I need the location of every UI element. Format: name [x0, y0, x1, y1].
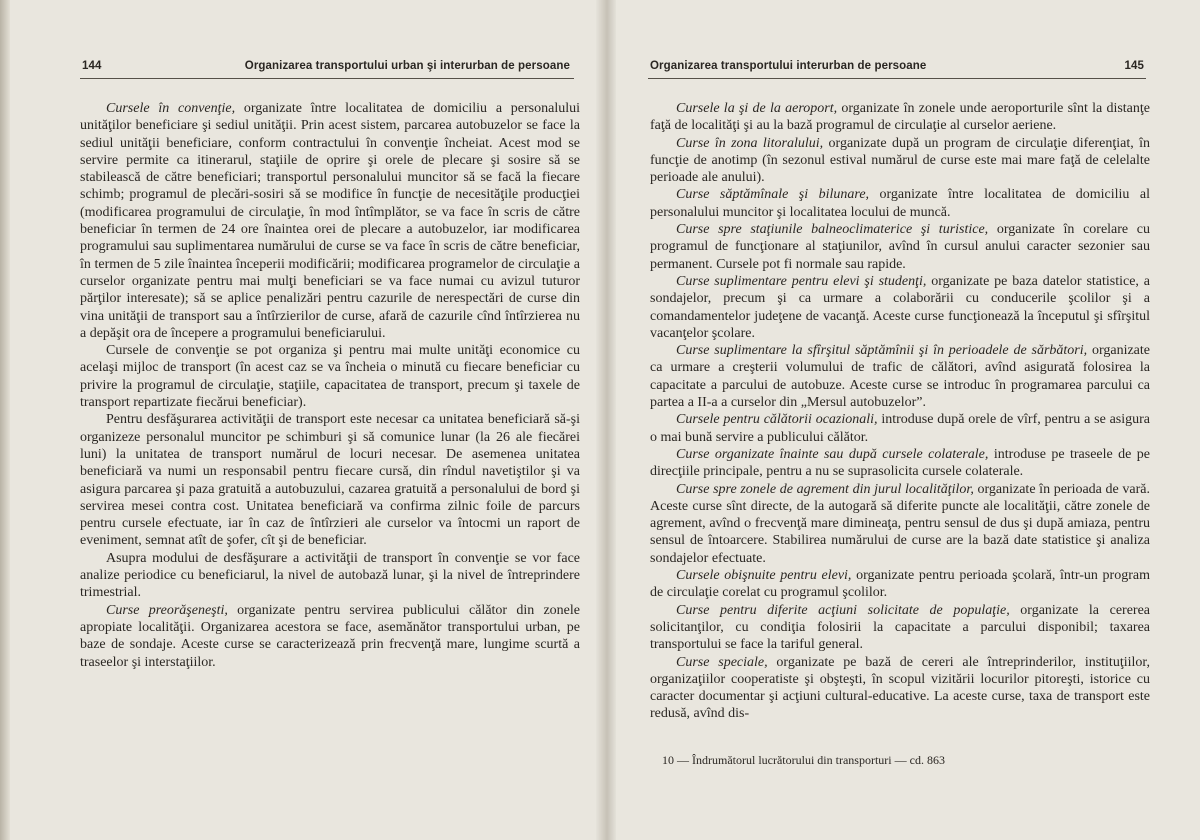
paragraph-text: Asupra modului de desfăşurare a activităţii de transport în convenţie se vor face analize periodice cu beneficiarul, la nivel de autobază lunar, şi la nivel de întreprindere trimestrial.: [80, 550, 580, 601]
paragraph-lead: Curse pentru diferite acţiuni solicitate de populaţie,: [676, 602, 1010, 618]
running-title: Organizarea transportului urban şi interurban de persoane: [244, 60, 570, 72]
paragraph: [650, 654, 1150, 723]
paragraph-lead: Cursele în convenţie,: [106, 101, 236, 116]
page-number: 144: [82, 60, 102, 72]
header-rule: [80, 78, 574, 79]
paragraph: [80, 602, 580, 671]
paragraph-text: Pentru desfăşurarea activităţii de transport este necesar ca unitatea beneficiară să-şi organizeze personalul muncitor pe schimburi şi să comunice lunar (la 26 ale fiecărei luni) la unitatea de transport numărul de locuri necesar. De asemenea unitatea beneficiară va numi un responsabil pentru fiecare cursă, din rîndul navetiştilor şi va asigura parcarea şi paza gratuită a autobuzului, cazarea gratuită a personalului de bord şi servirea mesei contra cost. Unitatea beneficiară va confirma zilnic foile de parcurs pentru cursele efectuate, iar în caz de întîrzieri ale curselor va întocmi un raport de eveniment, semnat atît de şofer, cît şi de beneficiar.: [80, 412, 580, 549]
header-rule: [648, 78, 1146, 79]
paragraph: [80, 411, 580, 549]
paragraph: [650, 446, 1150, 481]
paragraph-lead: Cursele la şi de la aeroport,: [676, 101, 838, 116]
paragraph: [650, 481, 1150, 567]
paragraph: [650, 342, 1150, 411]
paragraph: [650, 221, 1150, 273]
page-body: [650, 100, 1150, 723]
paragraph: [80, 550, 580, 602]
running-title: Organizarea transportului interurban de persoane: [650, 60, 927, 72]
paragraph: [650, 186, 1150, 221]
paragraph-text: organizate pe bază de cereri ale întreprinderilor, instituţiilor, organizaţiilor cooperatiste şi obşteşti, în scopul vizitării locurilor pitoreşti, istorice cu caracter documentar şi acţiuni cultural-educative. La aceste curse, taxa de transport este redusă, avînd dis-: [650, 654, 1150, 722]
paragraph: [80, 100, 580, 342]
page-footer: 10 — Îndrumătorul lucrătorului din transporturi — cd. 863: [662, 753, 945, 767]
paragraph-text: introduse pe traseele de pe direcţiile principale, pentru a nu se suprasolicita cursele colaterale.: [650, 446, 1150, 480]
paragraph-text: organizate pe baza datelor statistice, a sondajelor, precum şi ca urmare a colaborării cu conducerile şcolilor şi a comandamentelor judeţene de vacanţă. Aceste curse funcţionează la începutul şi sfîrşitul vacanţelor şcolare.: [650, 273, 1150, 341]
paragraph-lead: Curse organizate înainte sau după cursele colaterale,: [676, 446, 989, 462]
paragraph-text: introduse după orele de vîrf, pentru a se asigura o mai bună servire a publicului călător.: [650, 412, 1151, 445]
page-body: [80, 100, 580, 671]
paragraph-lead: Curse speciale,: [676, 654, 768, 670]
paragraph-lead: Cursele pentru călătorii ocazionali,: [676, 412, 878, 428]
book-binding: [0, 0, 10, 840]
paragraph-text: organizate după un program de circulaţie diferenţiat, în funcţie de anotimp (în sezonul estival numărul de curse este mai mare faţă de celelalte perioade ale anului).: [650, 135, 1150, 186]
paragraph-text: organizate în perioada de vară. Aceste curse sînt directe, de la autogară să diferite puncte ale localităţii, către zonele de agrement, avînd o frecvenţă mare dimineaţa, pentru sensul de dus şi după amiaza, pentru sensul de întoarcere. Stabilirea numărului de curse are la bază date statistice şi analiza sondajelor efectuate.: [650, 481, 1150, 566]
paragraph-text: organizate ca urmare a creşterii volumului de trafic de călători, avînd asigurată folosirea la capacitate a parcului de autobuze. Aceste curse se introduc în programarea parcului ca partea a II-a a curselor din „Mersul autobuzelor”.: [650, 343, 1150, 411]
paragraph-text: organizate între localitatea de domiciliu a personalului unităţilor beneficiare şi sediul unităţii. Prin acest sistem, parcarea autobuzelor se face la sediul unităţii beneficiare, conform contractului în convenţie încheiat. Acest mod se servire permite ca itinerarul, staţiile de oprire şi orele de plecare şi sosire să se stabilească de către beneficiari; transportul personalului muncitor să se facă la fiecare schimb; programul de plecări-sosiri să se modifice în funcţie de necesităţile producţiei (modificarea programului de circulaţie, în mod întîmplător, se va face în scris de către beneficiar în termen de 24 ore înaintea orei de plecare a autobuzelor, iar modificarea programului sau suplimentarea numărului de curse se va face în scris de către beneficiar, în termen de 5 zile înaintea începerii modificării; modificarea programelor de circulaţie a curselor organizate pentru mai mulţi beneficiari se va face numai cu avizul tuturor părţilor interesate); să se aplice penalizări pentru cazurile de nerespectări de curse din vina unităţii de transport sau a întîrzierilor de curse, afară de cazurile cînd întîrzierea nu a depăşit ora de începere a programului beneficiarului.: [80, 101, 581, 341]
left-page: [10, 0, 596, 840]
page-number: 145: [1124, 60, 1144, 72]
paragraph-lead: Curse suplimentare pentru elevi şi studenţi,: [676, 273, 927, 289]
paragraph-lead: Curse suplimentare la sfîrşitul săptămînii şi în perioadele de sărbători,: [676, 343, 1088, 359]
paragraph: [650, 602, 1150, 654]
paragraph: [650, 273, 1150, 342]
paragraph-text: organizate pentru perioada şcolară, într-un program de circulaţie corelat cu programul şcolilor.: [650, 568, 1150, 601]
paragraph: [650, 135, 1150, 187]
paragraph-text: organizate în zonele unde aeroporturile sînt la distanţe faţă de localităţi şi au la bază programul de circulaţie al curselor aeriene.: [650, 101, 1150, 134]
page-gutter: [596, 0, 616, 840]
paragraph: [650, 100, 1150, 135]
paragraph-text: organizate la cererea solicitanţilor, cu condiţia folosirii la capacitate a parcului disponibil; taxarea transportului se face la tariful general.: [650, 602, 1150, 653]
paragraph-lead: Curse săptămînale şi bilunare,: [676, 187, 870, 203]
paragraph-text: organizate pentru servirea publicului călător din zonele apropiate localităţii. Organizarea acestora se face, asemănător transportului urban, pe baze de sondaje. Aceste curse se caracterizează prin frecvenţă mare, lungime scurtă a traseelor şi interstaţiilor.: [80, 602, 580, 670]
paragraph-lead: Curse spre staţiunile balneoclimaterice şi turistice,: [676, 222, 989, 238]
paragraph-lead: Curse în zona litoralului,: [676, 135, 824, 151]
paragraph-text: organizate între localitatea de domiciliu al personalului muncitor şi localitatea locului de muncă.: [650, 187, 1150, 220]
paragraph-lead: Curse preorăşeneşti,: [106, 602, 228, 618]
right-page: [616, 0, 1200, 840]
paragraph: [650, 411, 1150, 446]
paragraph-text: Cursele de convenţie se pot organiza şi pentru mai multe unităţi economice cu acelaşi mijloc de transport (în acest caz se va încheia o minută cu fiecare beneficiar cu privire la programul de circulaţie, staţiile, capacitatea de transport, precum şi taxele de transport repartizate fiecărui beneficiar).: [80, 343, 580, 411]
paragraph: [80, 342, 580, 411]
paragraph: [650, 567, 1150, 602]
paragraph-lead: Curse spre zonele de agrement din jurul localităţilor,: [676, 481, 974, 497]
paragraph-text: organizate în corelare cu programul de funcţionare al staţiunilor, avînd în cursul anului caracter sezonier sau permanent. Cursele pot fi normale sau rapide.: [650, 222, 1150, 272]
paragraph-lead: Cursele obişnuite pentru elevi,: [676, 568, 852, 584]
